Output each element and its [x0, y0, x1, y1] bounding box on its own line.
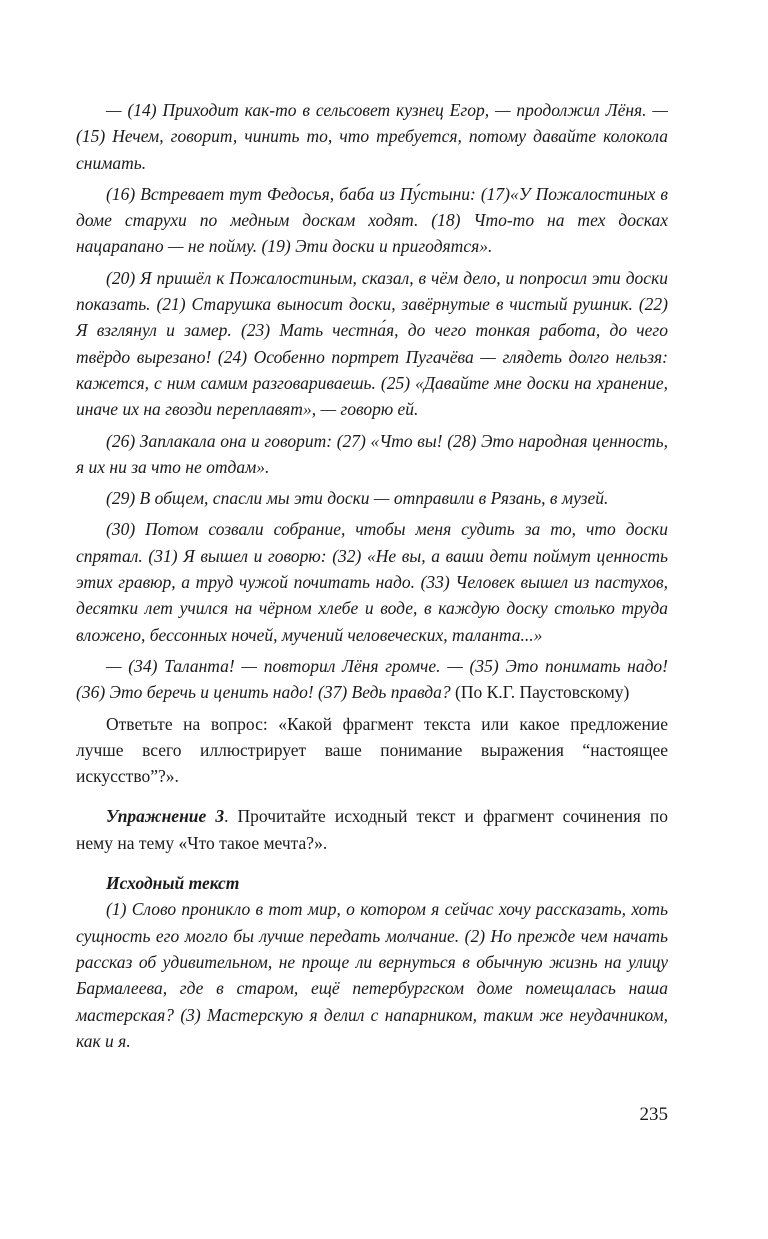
story-paragraph-3: (20) Я пришёл к Пожалостиным, сказал, в чём дело, и попросил эти доски показать. (21) Старушка выносит доски, завёрнутые в чистый рушник. (22) Я взглянул и замер. (23) Мать честна́я, до чего тонкая работа, до чего твёрдо вырезано! (24) Особенно портрет Пугачёва — глядеть долго нельзя: кажется, с ним самим разговариваешь. (25) «Давайте мне доски на хранение, иначе их на гвозди переплавят», — говорю ей. [76, 267, 668, 420]
exercise-label: Упражнение 3 [106, 806, 225, 827]
exercise-text: . Прочитайте исходный текст и фрагмент сочинения по нему на тему «Что такое мечта?». [76, 806, 668, 853]
story-paragraph-5: (29) В общем, спасли мы эти доски — отправили в Рязань, в музей. [106, 488, 609, 509]
page-number: 235 [639, 1104, 668, 1125]
question-paragraph: Ответьте на вопрос: «Какой фрагмент текста или какое предложение лучше всего иллюстрирует ваше понимание выражения “настоящее искусство”?». [76, 713, 668, 787]
story-paragraph-7-text: — (34) Таланта! — повторил Лёня громче. — (35) Это понимать надо! (36) Это беречь и ценить надо! (37) Ведь правда? [76, 655, 668, 703]
story-paragraph-7 [76, 653, 668, 706]
story-paragraph-1: — (14) Приходит как-то в сельсовет кузнец Егор, — продолжил Лёня. — (15) Нечем, говорит, чинить то, что требуется, потому давайте колокола снимать. [76, 100, 668, 173]
source-text-paragraph: (1) Слово проникло в тот мир, о котором я сейчас хочу рассказать, хоть сущность его могло бы лучше передать молчание. (2) Но прежде чем начать рассказ об удивительном, не проще ли вернуться в обычную жизнь на улицу Бармалеева, где в старом, ещё петербургском доме помещалась наша мастерская? (3) Мастерскую я делил с напарником, таким же неудачником, как и я. [76, 899, 668, 1051]
source-text-heading: Исходный текст [106, 873, 240, 894]
story-paragraph-4: (26) Заплакала она и говорит: (27) «Что вы! (28) Это народная ценность, я их ни за что не отдам». [76, 430, 668, 477]
story-source-attribution: (По К.Г. Паустовскому) [450, 682, 630, 703]
story-paragraph-2: (16) Встревает тут Федосья, баба из Пу́стыни: (17)«У Пожалостиных в доме старухи по медным доскам ходят. (18) Что-то на тех досках нацарапано — не пойму. (19) Эти доски и пригодятся». [76, 183, 668, 257]
story-paragraph-6: (30) Потом созвали собрание, чтобы меня судить за то, что доски спрятал. (31) Я вышел и говорю: (32) «Не вы, а ваши дети поймут ценность этих гравюр, а труд чужой почитать надо. (33) Человек вышел из пастухов, десятки лет учился на чёрном хлебе и воде, в каждую доску столько труда вложено, бессонных ночей, мучений человеческих, таланта...» [76, 519, 668, 645]
page-content [76, 97, 668, 1059]
exercise-paragraph [76, 803, 668, 856]
